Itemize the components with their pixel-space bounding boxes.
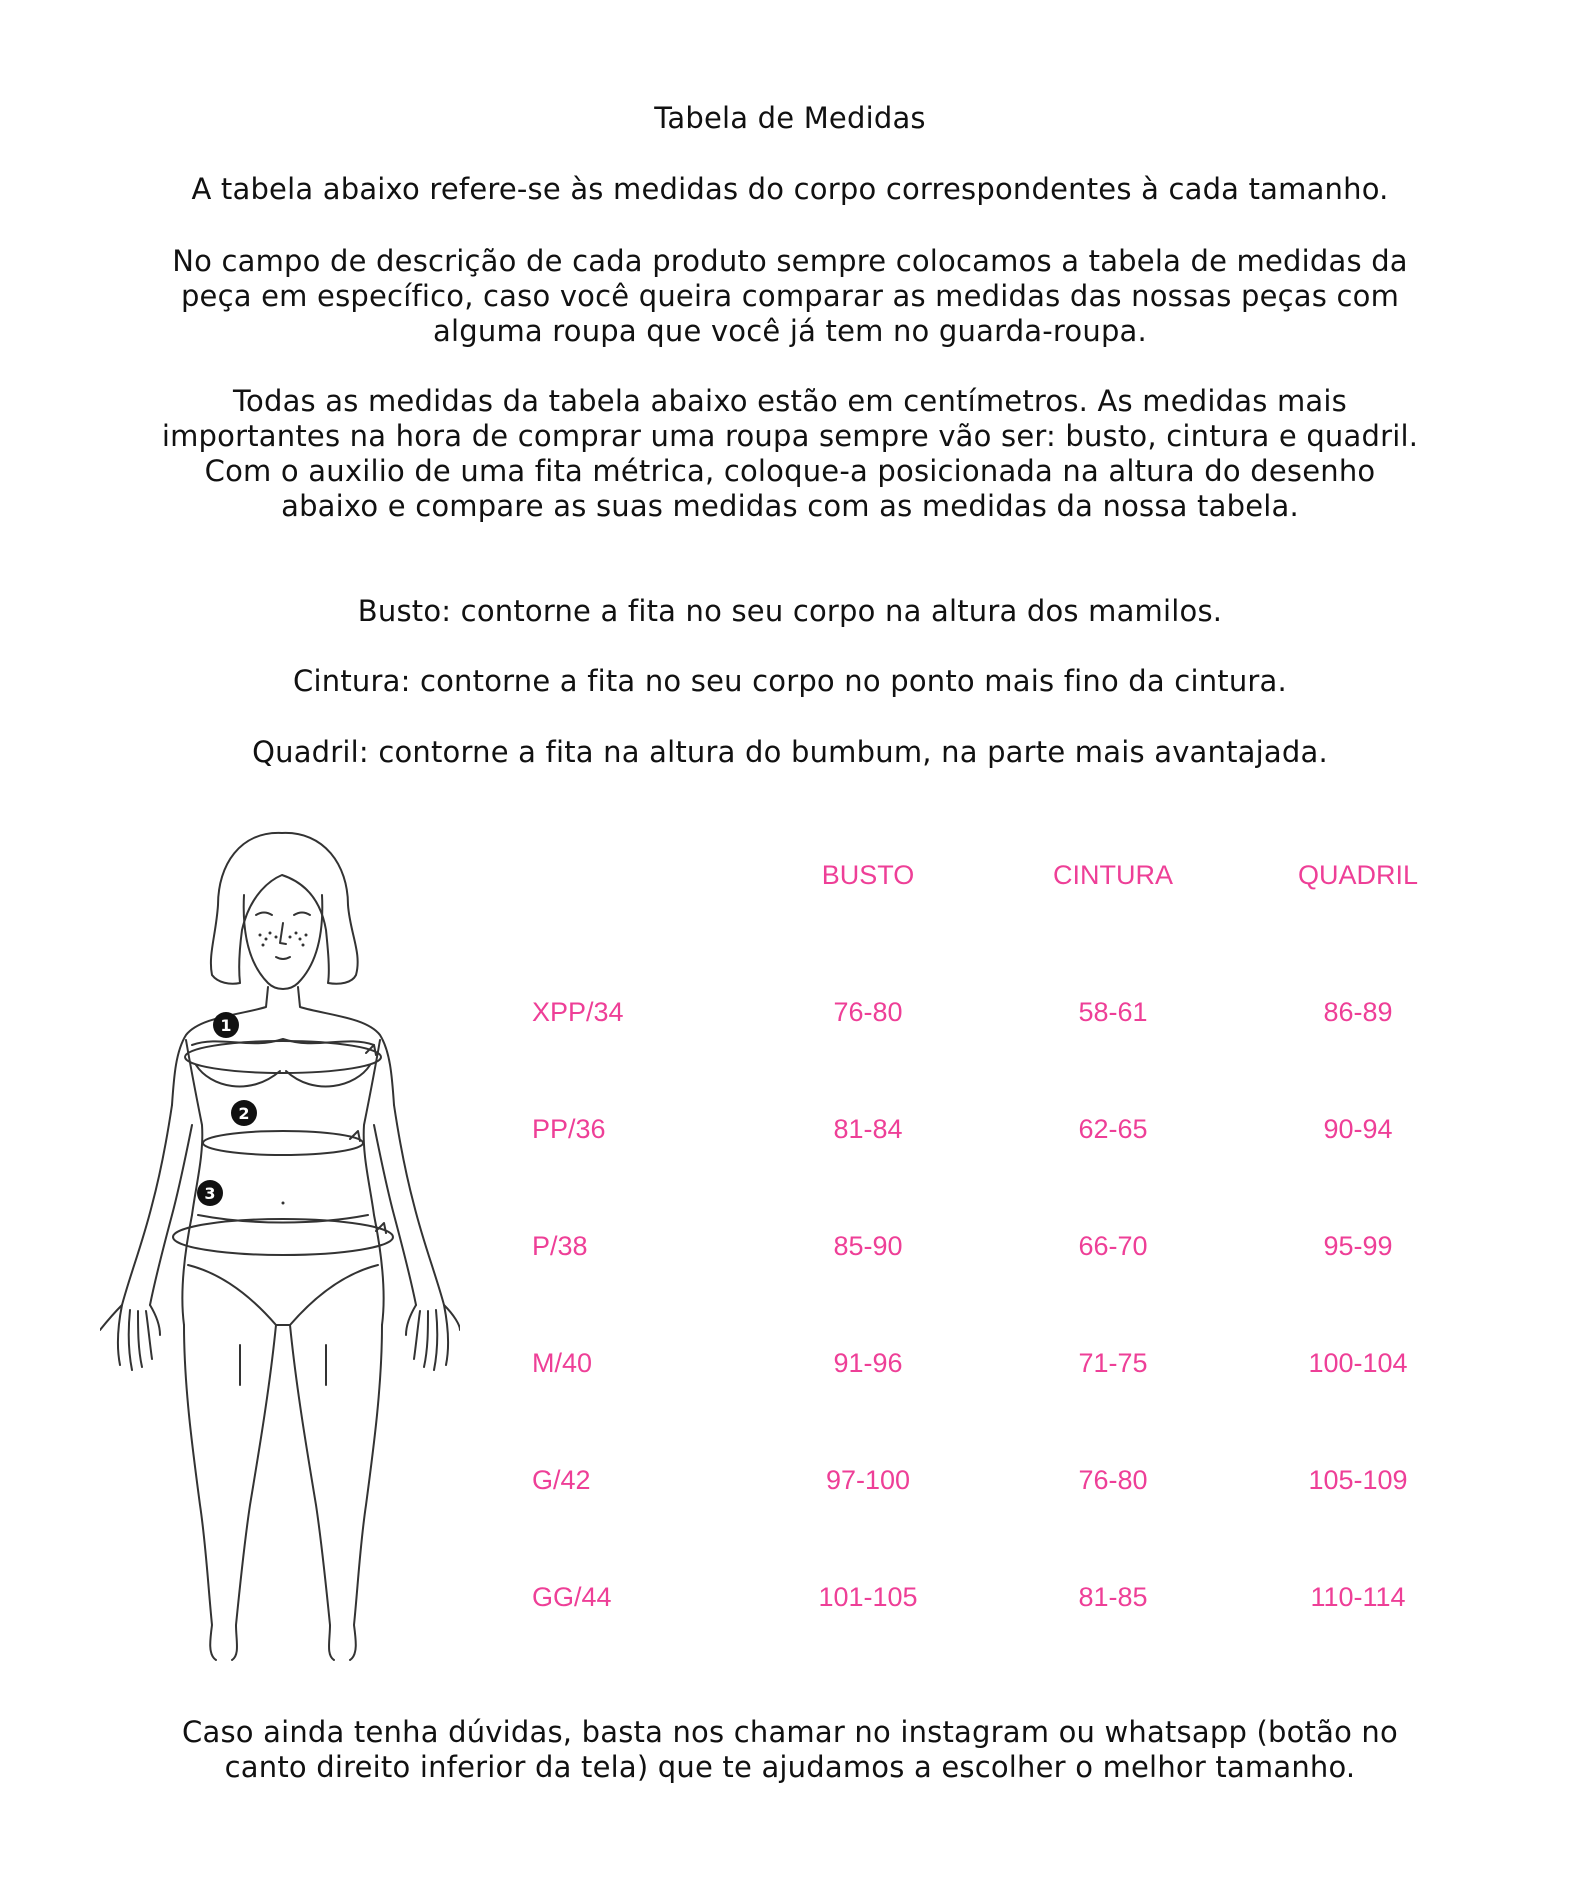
hip-tape-loop: [173, 1219, 393, 1255]
cintura-value: 71-75: [1078, 1348, 1148, 1378]
arm-left: [122, 1105, 192, 1305]
torso-right: [364, 1040, 384, 1325]
header-quadril: QUADRIL: [1297, 860, 1419, 890]
description-line: No campo de descrição de cada produto sempre colocamos a tabela de medidas da: [172, 244, 1408, 278]
arm-right: [374, 1105, 444, 1305]
header-busto: BUSTO: [821, 860, 915, 890]
marker-1-label: 1: [220, 1016, 232, 1035]
description-paragraph: [0, 244, 1580, 349]
mouth: [276, 957, 290, 959]
header-cintura: CINTURA: [1053, 860, 1173, 890]
body-measurement-illustration: [100, 825, 460, 1665]
footer-line: Caso ainda tenha dúvidas, basta nos chamar no instagram ou whatsapp (botão no: [182, 1715, 1398, 1749]
quadril-value: 95-99: [1323, 1231, 1393, 1261]
intro-paragraph: [0, 172, 1580, 207]
torso-left: [182, 1040, 202, 1325]
quadril-value: 90-94: [1323, 1114, 1393, 1144]
underwear: [188, 1215, 378, 1325]
footer-note: [0, 1715, 1580, 1785]
leg-center-line: [240, 1345, 326, 1385]
cintura-value: 66-70: [1078, 1231, 1148, 1261]
units-line: importantes na hora de comprar uma roupa sempre vão ser: busto, cintura e quadril.: [161, 419, 1419, 453]
cintura-value: 81-85: [1078, 1582, 1148, 1612]
cintura-value: 58-61: [1078, 997, 1148, 1027]
busto-value: 76-80: [833, 997, 903, 1027]
size-label: P/38: [532, 1231, 588, 1261]
page-title: [0, 101, 1580, 136]
cintura-value: 76-80: [1078, 1465, 1148, 1495]
description-line: peça em específico, caso você queira comparar as medidas das nossas peças com: [180, 279, 1400, 313]
table-row: [520, 997, 1440, 1037]
cintura-instruction: [0, 664, 1580, 699]
busto-value: 85-90: [833, 1231, 903, 1261]
size-label: M/40: [532, 1348, 593, 1378]
hair-outline: [211, 833, 358, 984]
table-row: [520, 1114, 1440, 1154]
face-outline: [244, 895, 323, 989]
busto-value: 91-96: [833, 1348, 903, 1378]
size-label: G/42: [532, 1465, 591, 1495]
marker-2: [231, 1100, 257, 1126]
quadril-instruction: [0, 735, 1580, 770]
marker-1: [213, 1012, 239, 1038]
description-line: alguma roupa que você já tem no guarda-roupa.: [433, 314, 1147, 348]
footer-line: canto direito inferior da tela) que te ajudamos a escolher o melhor tamanho.: [224, 1750, 1356, 1784]
quadril-instruction-text: Quadril: contorne a fita na altura do bumbum, na parte mais avantajada.: [252, 735, 1328, 769]
page-title-text: Tabela de Medidas: [654, 101, 926, 135]
hand-right: [406, 1305, 460, 1370]
busto-value: 81-84: [833, 1114, 903, 1144]
navel: [282, 1202, 285, 1205]
busto-instruction: [0, 594, 1580, 629]
table-row: [520, 1231, 1440, 1271]
leg-left: [184, 1325, 276, 1660]
bra-cups: [196, 1065, 370, 1086]
marker-2-label: 2: [238, 1104, 250, 1123]
bust-tape-loop: [185, 1041, 381, 1073]
nose: [280, 923, 286, 944]
units-line: Todas as medidas da tabela abaixo estão em centímetros. As medidas mais: [233, 384, 1347, 418]
cintura-value: 62-65: [1078, 1114, 1148, 1144]
quadril-value: 105-109: [1308, 1465, 1408, 1495]
table-row: [520, 1465, 1440, 1505]
busto-value: 101-105: [818, 1582, 918, 1612]
neck-shoulders: [172, 987, 394, 1105]
eye-left: [256, 913, 272, 916]
quadril-value: 100-104: [1308, 1348, 1408, 1378]
cintura-instruction-text: Cintura: contorne a fita no seu corpo no ponto mais fino da cintura.: [293, 664, 1287, 698]
busto-instruction-text: Busto: contorne a fita no seu corpo na altura dos mamilos.: [357, 594, 1223, 628]
waist-tape-loop: [203, 1131, 363, 1155]
units-line: Com o auxilio de uma fita métrica, coloque-a posicionada na altura do desenho: [204, 454, 1376, 488]
marker-3: [197, 1180, 223, 1206]
leg-right: [290, 1325, 382, 1660]
table-row: [520, 1348, 1440, 1388]
size-label: XPP/34: [532, 997, 624, 1027]
marker-3-label: 3: [204, 1184, 216, 1203]
size-label: GG/44: [532, 1582, 612, 1612]
intro-text: A tabela abaixo refere-se às medidas do corpo correspondentes à cada tamanho.: [191, 172, 1389, 206]
quadril-value: 110-114: [1310, 1582, 1406, 1612]
units-paragraph: [0, 384, 1580, 524]
busto-value: 97-100: [825, 1465, 911, 1495]
table-row: [520, 1582, 1440, 1622]
eye-right: [294, 913, 310, 916]
quadril-value: 86-89: [1323, 997, 1393, 1027]
units-line: abaixo e compare as suas medidas com as medidas da nossa tabela.: [281, 489, 1299, 523]
size-label: PP/36: [532, 1114, 606, 1144]
hand-left: [100, 1305, 160, 1370]
